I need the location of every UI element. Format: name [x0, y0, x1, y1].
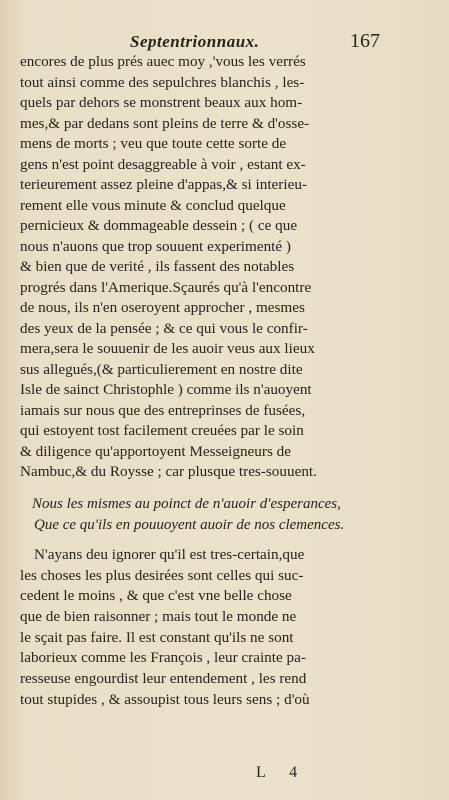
text-line: le sçait pas faire. Il est constant qu'ils ne sont	[20, 628, 294, 646]
text-line: & bien que de verité , ils fassent des notables	[20, 258, 295, 275]
text-line: de nous, ils n'en oseroyent approcher , mesmes	[20, 299, 305, 316]
text-line: laborieux comme les François , leur crainte pa-	[20, 649, 306, 667]
text-line: tout ainsi comme des sepulchres blanchis , les-	[20, 73, 305, 91]
text-line: quels par dehors se monstrent beaux aux hom-	[20, 94, 303, 111]
text-line: progrés dans l'Amerique.Sçaurés qu'à l'encontre	[20, 278, 312, 296]
text-line: mes,& par dedans sont pleins de terre & d'osse-	[20, 114, 310, 132]
text-line: N'ayans deu ignorer qu'il est tres-certain,que	[34, 546, 305, 563]
verse-line: Nous les mismes au poinct de n'auoir d'esperances,	[32, 496, 341, 512]
text-line: sus allegués,(& particulierement en nostre dite	[20, 360, 303, 378]
running-title: Septentrionnaux.	[130, 32, 260, 51]
text-line: iamais sur nous que des entreprinses de fusées,	[20, 401, 306, 419]
page-number: 167	[350, 30, 380, 52]
text-line: gens n'est point desaggreable à voir , estant ex-	[20, 155, 306, 173]
text-line: Isle de sainct Christophle ) comme ils n'auoyent	[20, 381, 312, 398]
text-line: mera,sera le souuenir de les auoir veus aux lieux	[20, 340, 315, 357]
text-line: & diligence qu'apportoyent Messeigneurs de	[20, 442, 291, 460]
text-line: resseuse engourdist leur entendement , les rend	[20, 670, 307, 688]
text-line: rement elle vous minute & conclud quelque	[20, 196, 286, 214]
text-line: encores de plus prés auec moy ,'vous les verrés	[20, 53, 306, 70]
text-line: cedent le moins , & que c'est vne belle chose	[20, 587, 292, 605]
text-line: qui estoyent tost facilement creuées par le soin	[20, 422, 304, 439]
paragraph-1	[20, 52, 372, 483]
text-line: des yeux de la pensée ; & ce qui vous le confir-	[20, 319, 308, 337]
text-line: nous n'auons que trop souuent experimenté )	[20, 237, 291, 255]
text-line: que de bien raisonner ; mais tout le monde ne	[20, 608, 297, 626]
text-line: pernicieux & dommageable dessein ; ( ce que	[20, 217, 298, 234]
text-line: tout stupides , & assoupist tous leurs sens ; d'où	[20, 690, 310, 708]
text-line: les choses les plus desirées sont celles qui suc-	[20, 566, 304, 584]
verse-line: Que ce qu'ils en pouuoyent auoir de nos clemences.	[34, 517, 345, 533]
page-header	[100, 32, 380, 54]
paragraph-2	[20, 545, 372, 711]
text-line: mens de morts ; veu que toute cette sorte de	[20, 135, 287, 152]
signature-mark: L 4	[256, 764, 308, 781]
text-line: terieurement assez pleine d'appas,& si interieu-	[20, 176, 307, 193]
italic-verse	[32, 494, 372, 536]
text-line: Nambuc,& du Roysse ; car plusque tres-souuent.	[20, 463, 317, 480]
